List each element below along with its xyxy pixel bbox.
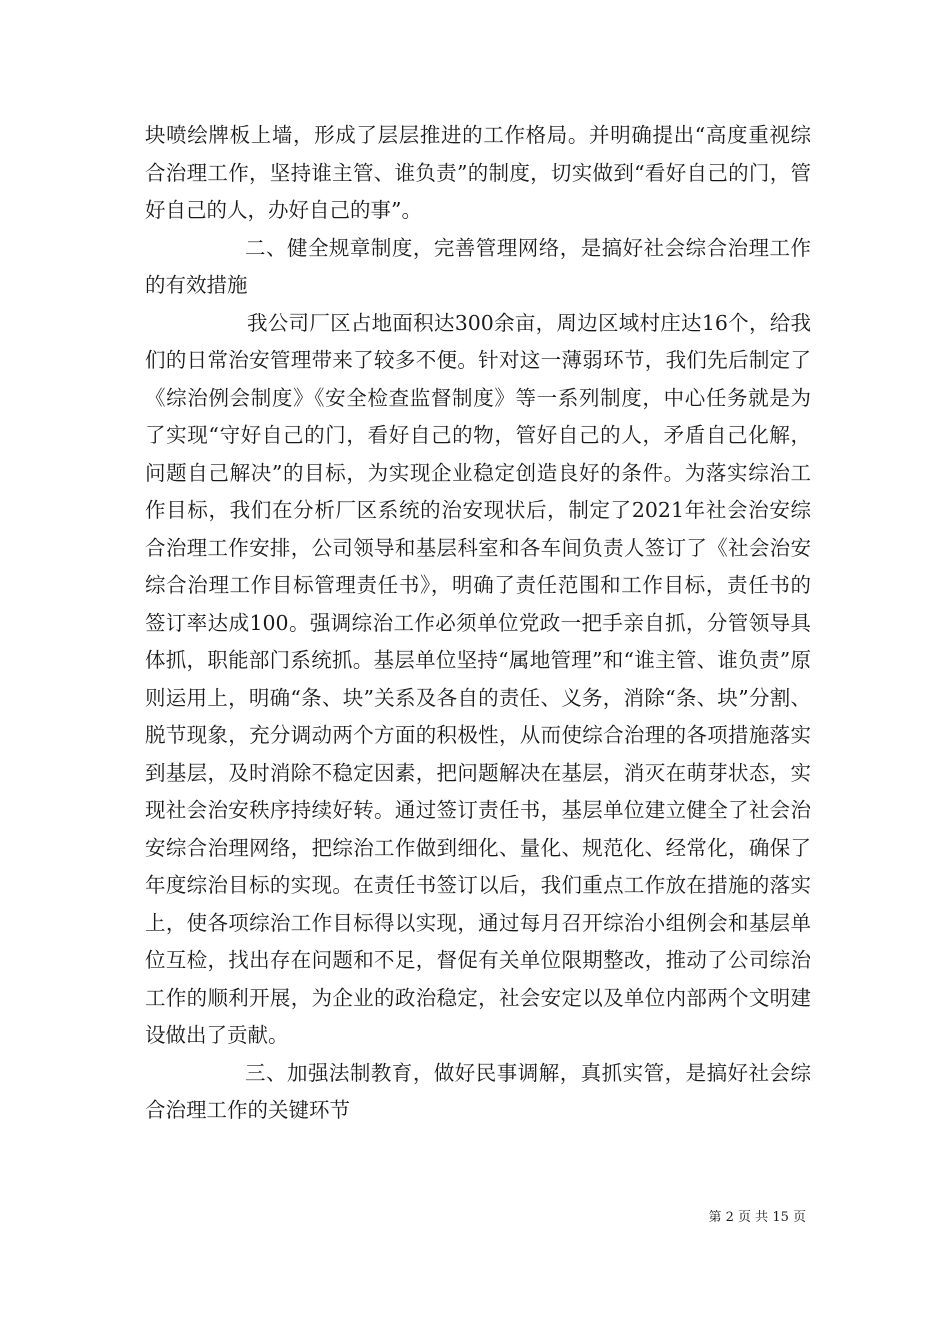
document-body <box>145 117 811 1130</box>
paragraph-section-2: 我公司厂区占地面积达300余亩，周边区域村庄达16个，给我们的日常治安管理带来了较多不便。针对这一薄弱环节，我们先后制定了《综治例会制度》《安全检查监督制度》等一系列制度，中心任务就是为了实现“守好自己的门，看好自己的物，管好自己的人，矛盾自己化解，问题自己解决”的目标，为实现企业稳定创造良好的条件。为落实综治工作目标，我们在分析厂区系统的治安现状后，制定了2021年社会治安综合治理工作安排，公司领导和基层科室和各车间负责人签订了《社会治安综合治理工作目标管理责任书》，明确了责任范围和工作目标，责任书的签订率达成100。强调综治工作必须单位党政一把手亲自抓，分管领导具体抓，职能部门系统抓。基层单位坚持“属地管理”和“谁主管、谁负责”原则运用上，明确“条、块”关系及各自的责任、义务，消除“条、块”分割、脱节现象，充分调动两个方面的积极性，从而使综合治理的各项措施落实到基层，及时消除不稳定因素，把问题解决在基层，消灭在萌芽状态，实现社会治安秩序持续好转。通过签订责任书，基层单位建立健全了社会治安综合治理网络，把综治工作做到细化、量化、规范化、经常化，确保了年度综治目标的实现。在责任书签订以后，我们重点工作放在措施的落实上，使各项综治工作目标得以实现，通过每月召开综治小组例会和基层单位互检，找出存在问题和不足，督促有关单位限期整改，推动了公司综治工作的顺利开展，为企业的政治稳定，社会安定以及单位内部两个文明建设做出了贡献。 <box>145 310 811 1047</box>
section-heading-2: 二、健全规章制度，完善管理网络，是搞好社会综合治理工作的有效措施 <box>145 235 811 297</box>
section-heading-3: 三、加强法制教育，做好民事调解，真抓实管，是搞好社会综合治理工作的关键环节 <box>145 1060 811 1122</box>
paragraph-continued: 块喷绘牌板上墙，形成了层层推进的工作格局。并明确提出“高度重视综合治理工作，坚持谁主管、谁负责”的制度，切实做到“看好自己的门，管好自己的人，办好自己的事”。 <box>145 123 811 222</box>
page-number-footer: 第 2 页 共 15 页 <box>708 1210 806 1225</box>
